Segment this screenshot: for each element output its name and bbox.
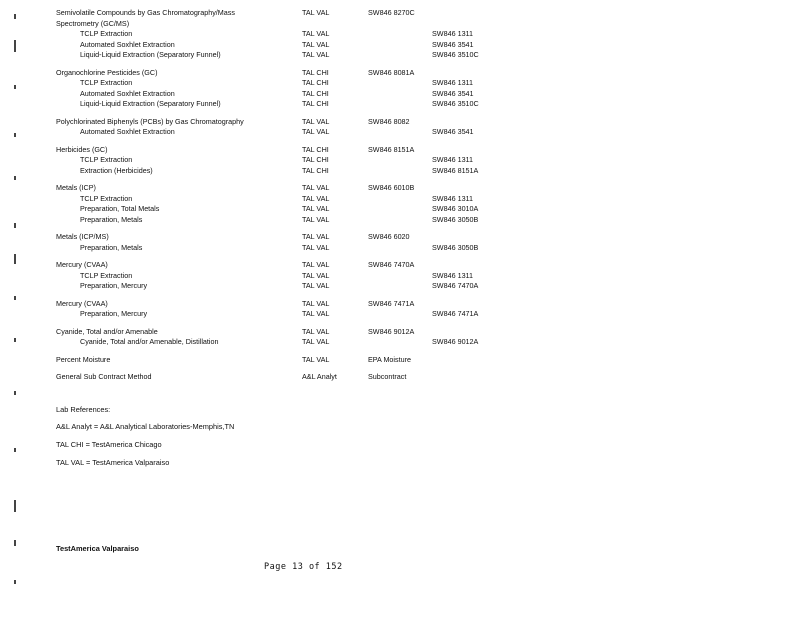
lab-code: TAL VAL bbox=[302, 326, 330, 336]
lab-code: TAL VAL bbox=[302, 50, 330, 59]
lab-code: TAL VAL bbox=[302, 337, 330, 346]
method-name: Extraction (Herbicides) bbox=[80, 165, 153, 175]
table-row bbox=[56, 215, 496, 226]
table-row bbox=[56, 19, 496, 30]
margin-tick bbox=[14, 14, 16, 19]
method-name: Automated Soxhlet Extraction bbox=[80, 88, 175, 98]
lab-code: TAL CHI bbox=[302, 88, 329, 98]
lab-code: TAL VAL bbox=[302, 242, 330, 252]
table-row bbox=[56, 299, 496, 310]
method-name: Automated Soxhlet Extraction bbox=[80, 127, 175, 136]
method-name: Cyanide, Total and/or Amenable, Distillation bbox=[80, 337, 219, 346]
lab-code: TAL CHI bbox=[302, 155, 329, 164]
lab-code: TAL CHI bbox=[302, 165, 329, 175]
lab-code: TAL VAL bbox=[302, 8, 330, 17]
method-name: Preparation, Metals bbox=[80, 242, 143, 252]
method-name: Organochlorine Pesticides (GC) bbox=[56, 67, 158, 77]
method-reference: SW846 7470A bbox=[368, 260, 415, 269]
lab-code: TAL VAL bbox=[302, 193, 330, 203]
method-name: Metals (ICP) bbox=[56, 183, 96, 192]
method-name: General Sub Contract Method bbox=[56, 372, 152, 381]
method-name: Automated Soxhlet Extraction bbox=[80, 39, 175, 49]
method-name: Metals (ICP/MS) bbox=[56, 232, 109, 241]
table-row bbox=[56, 183, 496, 194]
method-name: TCLP Extraction bbox=[80, 155, 133, 164]
lab-code: TAL VAL bbox=[302, 298, 330, 308]
prep-reference: SW846 1311 bbox=[432, 155, 474, 164]
table-row bbox=[56, 309, 496, 320]
method-reference: SW846 7471A bbox=[368, 298, 415, 308]
prep-reference: SW846 3010A bbox=[432, 204, 479, 213]
method-reference: Subcontract bbox=[368, 372, 407, 381]
method-name: Spectrometry (GC/MS) bbox=[56, 18, 130, 28]
table-row bbox=[56, 127, 496, 138]
margin-tick bbox=[14, 223, 16, 228]
method-reference: SW846 6020 bbox=[368, 232, 410, 241]
margin-tick bbox=[14, 296, 16, 300]
margin-tick bbox=[14, 580, 16, 584]
lab-code: TAL CHI bbox=[302, 144, 329, 154]
prep-reference: SW846 1311 bbox=[432, 193, 474, 203]
method-name: TCLP Extraction bbox=[80, 78, 133, 87]
method-name: Preparation, Mercury bbox=[80, 309, 148, 318]
table-row bbox=[56, 29, 496, 40]
prep-reference: SW846 1311 bbox=[432, 270, 474, 280]
table-row bbox=[56, 145, 496, 156]
prep-reference: SW846 3541 bbox=[432, 88, 474, 98]
method-name: TCLP Extraction bbox=[80, 29, 133, 38]
table-row bbox=[56, 166, 496, 177]
lab-references-heading: Lab References: bbox=[56, 405, 111, 414]
margin-tick bbox=[14, 391, 16, 395]
lab-code: TAL VAL bbox=[302, 260, 330, 269]
table-row bbox=[56, 281, 496, 292]
table-row bbox=[56, 260, 496, 271]
prep-reference: SW846 3050B bbox=[432, 242, 479, 252]
table-row bbox=[56, 243, 496, 254]
table-row bbox=[56, 155, 496, 166]
method-name: Preparation, Mercury bbox=[80, 281, 148, 290]
prep-reference: SW846 3541 bbox=[432, 127, 474, 136]
margin-tick bbox=[14, 500, 16, 512]
table-row bbox=[56, 327, 496, 338]
prep-reference: SW846 3510C bbox=[432, 99, 479, 108]
method-reference: SW846 8082 bbox=[368, 116, 410, 126]
prep-reference: SW846 1311 bbox=[432, 29, 474, 38]
page-number: Page 13 of 152 bbox=[264, 562, 343, 572]
margin-tick bbox=[14, 338, 16, 342]
lab-code: TAL VAL bbox=[302, 116, 330, 126]
lab-code: TAL VAL bbox=[302, 204, 330, 213]
table-row bbox=[56, 204, 496, 215]
lab-code: TAL VAL bbox=[302, 281, 330, 290]
lab-code: TAL VAL bbox=[302, 127, 330, 136]
prep-reference: SW846 7470A bbox=[432, 281, 479, 290]
lab-references bbox=[56, 404, 234, 475]
table-row bbox=[56, 194, 496, 205]
prep-reference: SW846 3050B bbox=[432, 214, 479, 224]
table-row bbox=[56, 232, 496, 243]
lab-code: TAL VAL bbox=[302, 39, 330, 49]
lab-reference-line: A&L Analyt = A&L Analytical Laboratories-Memphis,TN bbox=[56, 422, 235, 431]
lab-code: TAL VAL bbox=[302, 183, 330, 192]
margin-tick bbox=[14, 85, 16, 89]
method-name: Liquid-Liquid Extraction (Separatory Funnel) bbox=[80, 50, 221, 59]
prep-reference: SW846 3541 bbox=[432, 39, 474, 49]
margin-tick bbox=[14, 540, 16, 546]
footer-company: TestAmerica Valparaiso bbox=[56, 544, 139, 553]
lab-code: TAL VAL bbox=[302, 214, 330, 224]
lab-code: TAL VAL bbox=[302, 354, 330, 364]
lab-code: TAL CHI bbox=[302, 78, 329, 87]
method-name: Mercury (CVAA) bbox=[56, 260, 108, 269]
method-name: Cyanide, Total and/or Amenable bbox=[56, 326, 158, 336]
table-row bbox=[56, 271, 496, 282]
table-row bbox=[56, 337, 496, 348]
table-row bbox=[56, 355, 496, 366]
prep-reference: SW846 1311 bbox=[432, 78, 474, 87]
prep-reference: SW846 9012A bbox=[432, 337, 479, 346]
table-row bbox=[56, 78, 496, 89]
table-row bbox=[56, 89, 496, 100]
table-row bbox=[56, 372, 496, 383]
table-row bbox=[56, 50, 496, 61]
lab-code: TAL VAL bbox=[302, 309, 330, 318]
method-reference: EPA Moisture bbox=[368, 354, 412, 364]
lab-code: TAL VAL bbox=[302, 232, 330, 241]
margin-tick bbox=[14, 448, 16, 452]
lab-code: A&L Analyt bbox=[302, 372, 337, 381]
prep-reference: SW846 8151A bbox=[432, 165, 479, 175]
lab-reference-line: TAL CHI = TestAmerica Chicago bbox=[56, 440, 162, 449]
table-row bbox=[56, 99, 496, 110]
method-name: Polychlorinated Biphenyls (PCBs) by Gas Chromatography bbox=[56, 116, 244, 126]
prep-reference: SW846 7471A bbox=[432, 309, 479, 318]
method-reference: SW846 9012A bbox=[368, 326, 415, 336]
method-name: Mercury (CVAA) bbox=[56, 298, 108, 308]
table-row bbox=[56, 68, 496, 79]
lab-code: TAL CHI bbox=[302, 67, 329, 77]
method-name: TCLP Extraction bbox=[80, 270, 133, 280]
table-row bbox=[56, 40, 496, 51]
margin-tick bbox=[14, 254, 16, 264]
lab-code: TAL VAL bbox=[302, 270, 330, 280]
method-name: Herbicides (GC) bbox=[56, 144, 108, 154]
method-name: Liquid-Liquid Extraction (Separatory Funnel) bbox=[80, 99, 221, 108]
table-row bbox=[56, 8, 496, 19]
margin-tick bbox=[14, 40, 16, 52]
method-reference: SW846 8270C bbox=[368, 8, 415, 17]
margin-marks bbox=[14, 0, 20, 618]
method-name: Semivolatile Compounds by Gas Chromatography/Mass bbox=[56, 8, 235, 17]
method-table bbox=[56, 8, 496, 383]
method-reference: SW846 8151A bbox=[368, 144, 415, 154]
method-name: Preparation, Total Metals bbox=[80, 204, 160, 213]
table-row bbox=[56, 117, 496, 128]
method-name: TCLP Extraction bbox=[80, 193, 133, 203]
method-name: Preparation, Metals bbox=[80, 214, 143, 224]
margin-tick bbox=[14, 176, 16, 180]
method-reference: SW846 6010B bbox=[368, 183, 415, 192]
method-name: Percent Moisture bbox=[56, 354, 111, 364]
margin-tick bbox=[14, 133, 16, 137]
method-reference: SW846 8081A bbox=[368, 67, 415, 77]
prep-reference: SW846 3510C bbox=[432, 50, 479, 59]
lab-code: TAL CHI bbox=[302, 99, 329, 108]
lab-code: TAL VAL bbox=[302, 29, 330, 38]
lab-reference-line: TAL VAL = TestAmerica Valparaiso bbox=[56, 458, 170, 467]
